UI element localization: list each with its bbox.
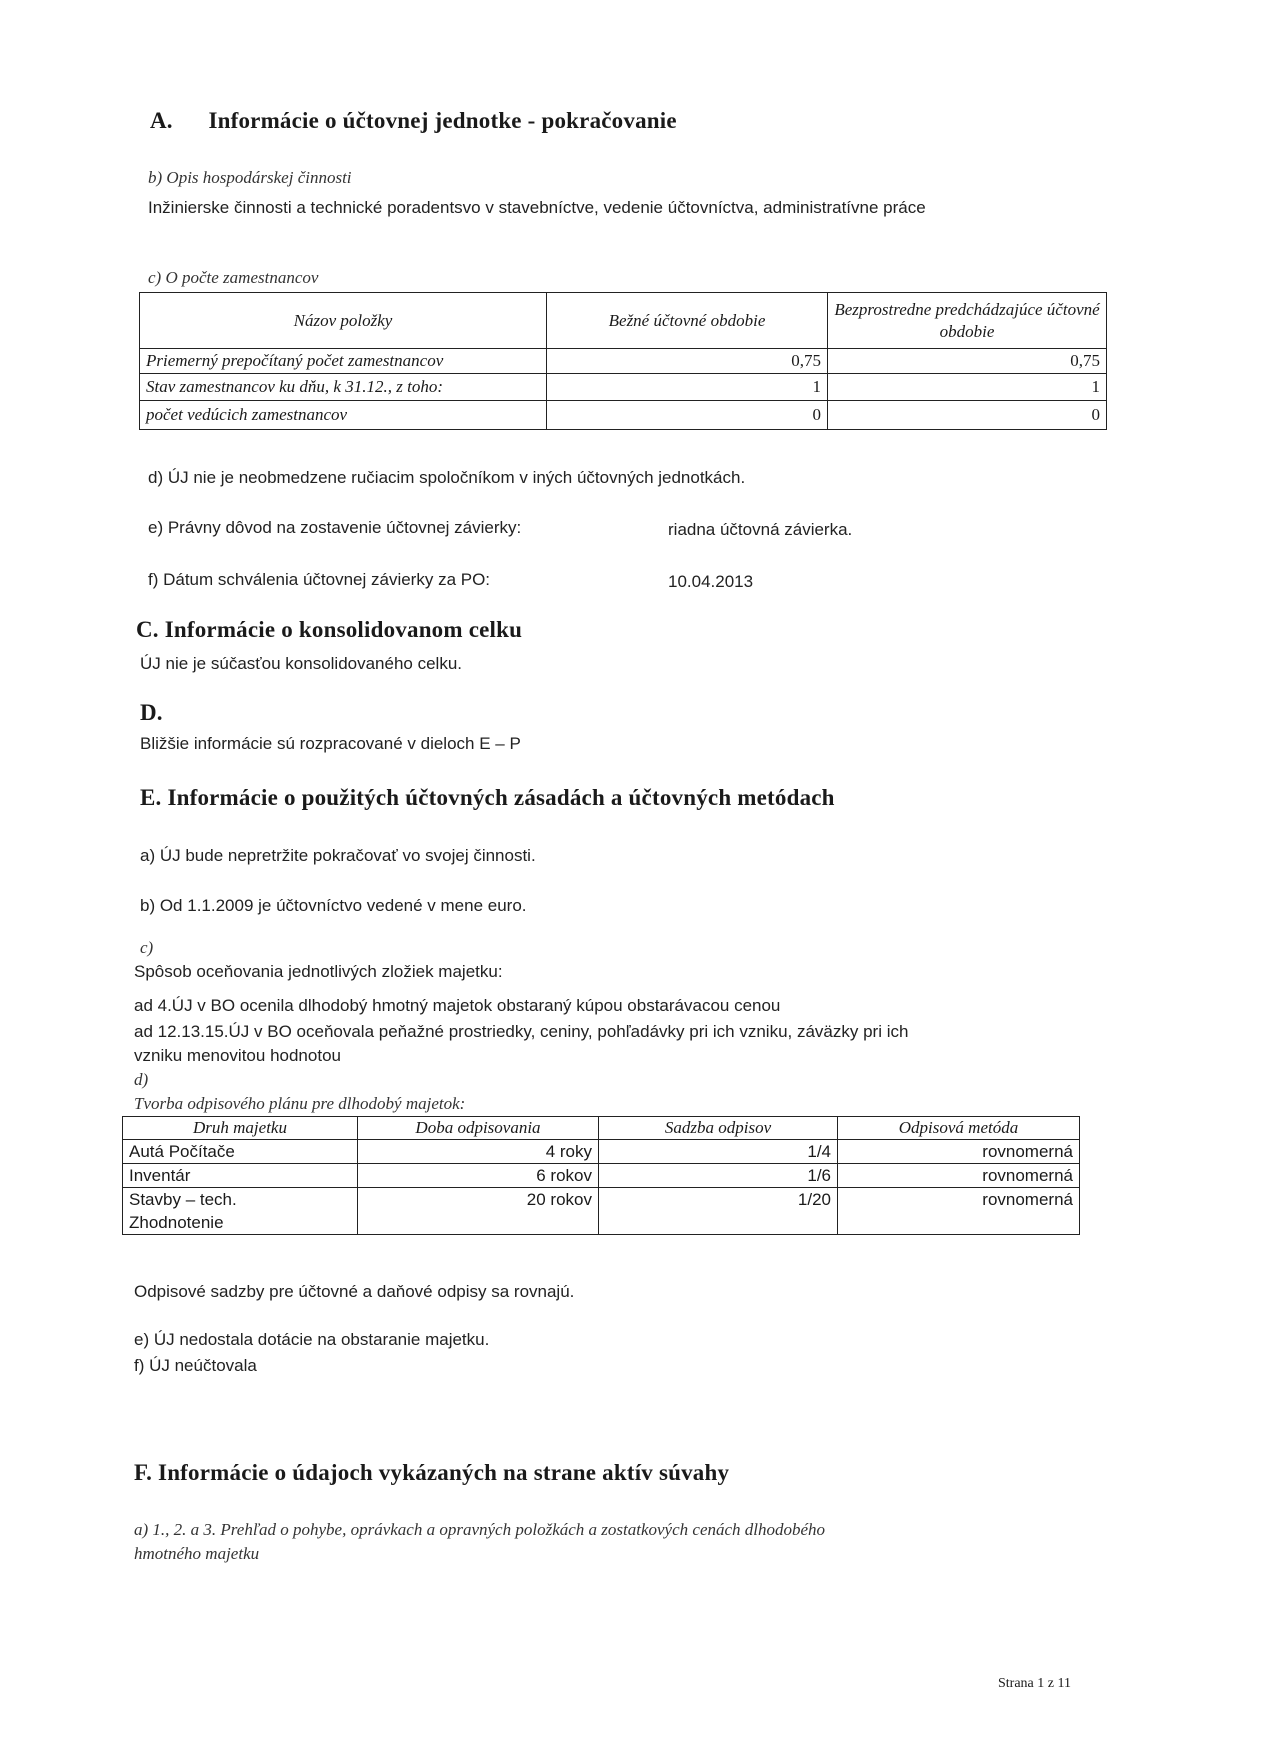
depreciation-period: 6 rokov [358,1164,599,1188]
legal-reason-value: riadna účtovná závierka. [668,520,853,539]
section-c-text: ÚJ nie je súčasťou konsolidovaného celku. [140,654,463,673]
depreciation-rate: 1/6 [599,1164,838,1188]
column-header: Druh majetku [123,1117,358,1140]
asset-type: Autá Počítače [123,1140,358,1164]
section-d-text: Bližšie informácie sú rozpracované v dieloch E – P [140,734,521,753]
employees-label: c) O počte zamestnancov [148,268,319,287]
activity-text: Inžinierske činnosti a technické poradentsvo v stavebníctve, vedenie účtovníctva, administratívne práce [148,198,926,217]
depreciation-method: rovnomerná [838,1140,1080,1164]
section-f-line: hmotného majetku [134,1544,260,1563]
column-header: Bezprostredne predchádzajúce účtovné obdobie [828,293,1107,349]
depreciation-table [122,1116,1080,1235]
row-label: Priemerný prepočítaný počet zamestnancov [140,349,547,374]
column-header: Doba odpisovania [358,1117,599,1140]
table-row [140,401,1107,430]
approval-date-label: f) Dátum schválenia účtovnej závierky za PO: [148,570,491,589]
valuation-label: c) [140,938,154,957]
section-a-heading: A. Informácie o účtovnej jednotke - pokračovanie [150,108,677,133]
depreciation-period: 4 roky [358,1140,599,1164]
table-row [140,374,1107,401]
asset-type-line: Stavby – tech. [129,1190,237,1209]
rates-note: Odpisové sadzby pre účtovné a daňové odpisy sa rovnajú. [134,1282,575,1301]
current-value: 1 [547,374,828,401]
table-row [123,1140,1080,1164]
column-header: Odpisová metóda [838,1117,1080,1140]
section-f-heading: F. Informácie o údajoch vykázaných na strane aktív súvahy [134,1460,730,1485]
legal-reason-label: e) Právny dôvod na zostavenie účtovnej závierky: [148,518,522,537]
depreciation-rate: 1/20 [599,1188,838,1235]
previous-value: 1 [828,374,1107,401]
depreciation-period: 20 rokov [358,1188,599,1235]
section-f-line: a) 1., 2. a 3. Prehľad o pohybe, oprávkach a opravných položkách a zostatkových cenách dlhodobého [134,1520,826,1539]
employees-table [139,292,1107,430]
currency-text: b) Od 1.1.2009 je účtovníctvo vedené v mene euro. [140,896,527,915]
valuation-line: ad 4.ÚJ v BO ocenila dlhodobý hmotný majetok obstaraný kúpou obstarávacou cenou [134,996,781,1015]
section-c-heading: C. Informácie o konsolidovanom celku [136,617,523,642]
partner-statement: d) ÚJ nie je neobmedzene ručiacim spoločníkom v iných účtovných jednotkách. [148,468,746,487]
asset-type: Inventár [123,1164,358,1188]
approval-date-value: 10.04.2013 [668,572,754,591]
asset-type [123,1188,358,1235]
valuation-line: vzniku menovitou hodnotou [134,1046,341,1065]
asset-type-line: Zhodnotenie [129,1213,224,1232]
column-header: Bežné účtovné obdobie [547,293,828,349]
section-e-heading: E. Informácie o použitých účtovných zásadách a účtovných metódach [140,785,835,810]
valuation-line: ad 12.13.15.ÚJ v BO oceňovala peňažné prostriedky, ceniny, pohľadávky pri ich vzniku, záväzky pri ich [134,1022,909,1041]
current-value: 0 [547,401,828,430]
page-number: Strana 1 z 11 [998,1676,1071,1691]
subsidy-text: e) ÚJ nedostala dotácie na obstaranie majetku. [134,1330,490,1349]
table-row [140,349,1107,374]
depreciation-method: rovnomerná [838,1188,1080,1235]
column-header: Názov položky [140,293,547,349]
depreciation-rate: 1/4 [599,1140,838,1164]
accounting-text: f) ÚJ neúčtovala [134,1356,257,1375]
previous-value: 0 [828,401,1107,430]
going-concern-text: a) ÚJ bude nepretržite pokračovať vo svojej činnosti. [140,846,536,865]
table-header-row [140,293,1107,349]
table-row [123,1188,1080,1235]
section-d-heading: D. [140,700,163,725]
current-value: 0,75 [547,349,828,374]
table-row [123,1164,1080,1188]
row-label: Stav zamestnancov ku dňu, k 31.12., z toho: [140,374,547,401]
previous-value: 0,75 [828,349,1107,374]
depreciation-caption: Tvorba odpisového plánu pre dlhodobý majetok: [134,1094,466,1113]
valuation-line: Spôsob oceňovania jednotlivých zložiek majetku: [134,962,503,981]
depreciation-label: d) [134,1070,149,1089]
row-label: počet vedúcich zamestnancov [140,401,547,430]
depreciation-method: rovnomerná [838,1164,1080,1188]
activity-label: b) Opis hospodárskej činnosti [148,168,352,187]
column-header: Sadzba odpisov [599,1117,838,1140]
table-header-row [123,1117,1080,1140]
